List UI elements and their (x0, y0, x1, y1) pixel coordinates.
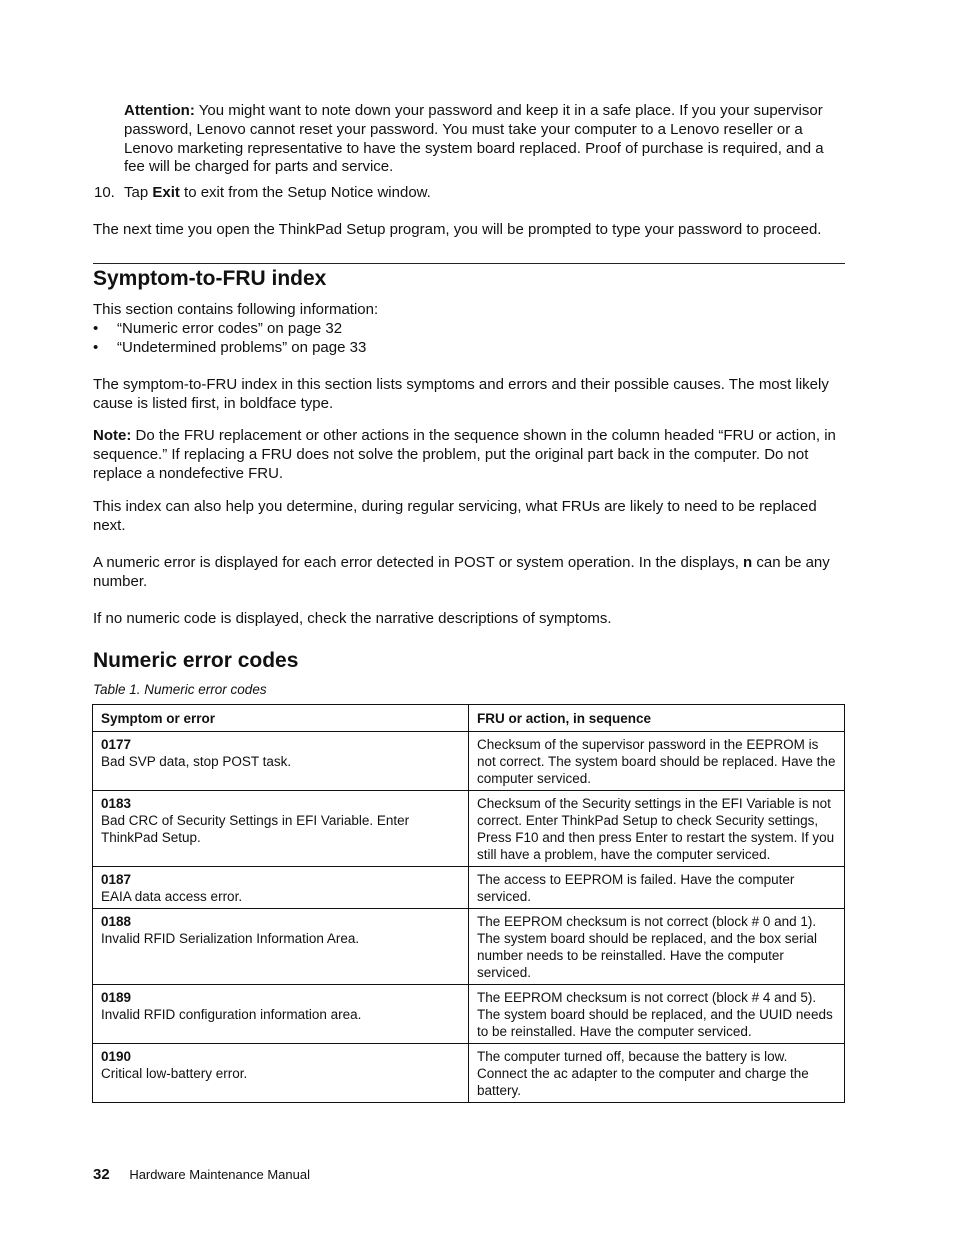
step-10 (94, 183, 844, 202)
action-cell: Checksum of the Security settings in the EFI Variable is not correct. Enter ThinkPad Setup to check Security settings, Press F10 and then press Enter to restart the system. If you still have a problem, have the computer serviced. (469, 791, 845, 867)
symptom-cell (93, 985, 469, 1044)
symptom-cell (93, 791, 469, 867)
bullet-list (93, 320, 845, 358)
page-number: 32 (93, 1166, 110, 1183)
symptom-cell (93, 909, 469, 985)
table-row (93, 909, 845, 985)
table-row (93, 791, 845, 867)
step-text-pre: Tap (124, 184, 153, 201)
step-number: 10. (94, 184, 115, 201)
numeric-error-table (92, 704, 845, 1103)
error-code: 0177 (101, 737, 132, 752)
section-intro: This section contains following information: (93, 301, 379, 318)
action-cell: The EEPROM checksum is not correct (block # 0 and 1). The system board should be replaced, and the box serial number needs to be reinstalled. Have the computer serviced. (469, 909, 845, 985)
bullet-icon: • (93, 338, 99, 356)
bullet-icon: • (93, 320, 99, 337)
action-cell: The computer turned off, because the battery is low. Connect the ac adapter to the computer and charge the battery. (469, 1044, 845, 1103)
error-code: 0188 (101, 914, 132, 929)
table-row (93, 1044, 845, 1103)
symptom-text: Invalid RFID Serialization Information Area. (101, 931, 360, 946)
no-code-paragraph: If no numeric code is displayed, check the narrative descriptions of symptoms. (93, 610, 612, 627)
symptom-text: Bad CRC of Security Settings in EFI Variable. Enter ThinkPad Setup. (101, 813, 410, 845)
attention-label: Attention: (124, 102, 195, 119)
column-header-symptom: Symptom or error (93, 705, 469, 732)
numeric-error-text-pre: A numeric error is displayed for each error detected in POST or system operation. In the displays, (93, 554, 744, 571)
section-divider (93, 263, 845, 264)
index-description-paragraph: The symptom-to-FRU index in this section lists symptoms and errors and their possible causes. The most likely cause is listed first, in boldface type. (93, 376, 829, 412)
symptom-cell (93, 1044, 469, 1103)
page-footer (93, 1166, 310, 1184)
error-code: 0189 (101, 990, 132, 1005)
symptom-text: Critical low-battery error. (101, 1066, 248, 1081)
action-cell: The EEPROM checksum is not correct (block # 4 and 5). The system board should be replaced, and the UUID needs to be reinstalled. Have the computer serviced. (469, 985, 845, 1044)
note-paragraph (93, 427, 845, 483)
bullet-link-numeric-error-codes[interactable]: “Numeric error codes” on page 32 (117, 320, 343, 337)
list-item (93, 339, 845, 358)
manual-title: Hardware Maintenance Manual (129, 1167, 310, 1182)
symptom-cell (93, 867, 469, 909)
table-header-row (93, 705, 845, 732)
action-cell: Checksum of the supervisor password in the EEPROM is not correct. The system board should be replaced. Have the computer serviced. (469, 732, 845, 791)
table-row (93, 985, 845, 1044)
note-label: Note: (93, 427, 132, 444)
attention-notice (124, 102, 844, 177)
action-cell: The access to EEPROM is failed. Have the computer serviced. (469, 867, 845, 909)
numeric-error-paragraph (93, 554, 845, 592)
symptom-cell (93, 732, 469, 791)
numeric-error-n-bold: n (743, 554, 753, 571)
bullet-link-undetermined-problems[interactable]: “Undetermined problems” on page 33 (117, 338, 367, 356)
table-row (93, 732, 845, 791)
numeric-error-text-post: can be any number. (93, 554, 830, 590)
list-item (93, 320, 845, 339)
table-caption: Table 1. Numeric error codes (93, 682, 267, 697)
step-exit-bold: Exit (152, 184, 180, 201)
symptom-text: Bad SVP data, stop POST task. (101, 754, 292, 769)
symptom-text: Invalid RFID configuration information area. (101, 1007, 362, 1022)
note-text: Do the FRU replacement or other actions in the sequence shown in the column headed “FRU or action, in sequence.” If replacing a FRU does not solve the problem, put the original part back in the computer. Do not replace a nondefective FRU. (93, 427, 836, 482)
table-row (93, 867, 845, 909)
error-code: 0190 (101, 1049, 132, 1064)
error-code: 0183 (101, 796, 132, 811)
step-text-post: to exit from the Setup Notice window. (179, 184, 431, 201)
attention-text: You might want to note down your password and keep it in a safe place. If you your supervisor password, Lenovo cannot reset your password. You must take your computer to a Lenovo reseller or a Lenovo marketing representative to have the system board replaced. Proof of purchase is required, and a fee will be charged for parts and service. (124, 102, 824, 176)
next-time-paragraph: The next time you open the ThinkPad Setup program, you will be prompted to type your password to proceed. (93, 221, 822, 238)
section-heading-symptom-to-fru: Symptom-to-FRU index (93, 267, 327, 290)
section-heading-numeric-error-codes: Numeric error codes (93, 649, 299, 672)
error-code: 0187 (101, 872, 132, 887)
symptom-text: EAIA data access error. (101, 889, 243, 904)
servicing-paragraph: This index can also help you determine, during regular servicing, what FRUs are likely to need to be replaced next. (93, 498, 817, 534)
column-header-fru-action: FRU or action, in sequence (469, 705, 845, 732)
